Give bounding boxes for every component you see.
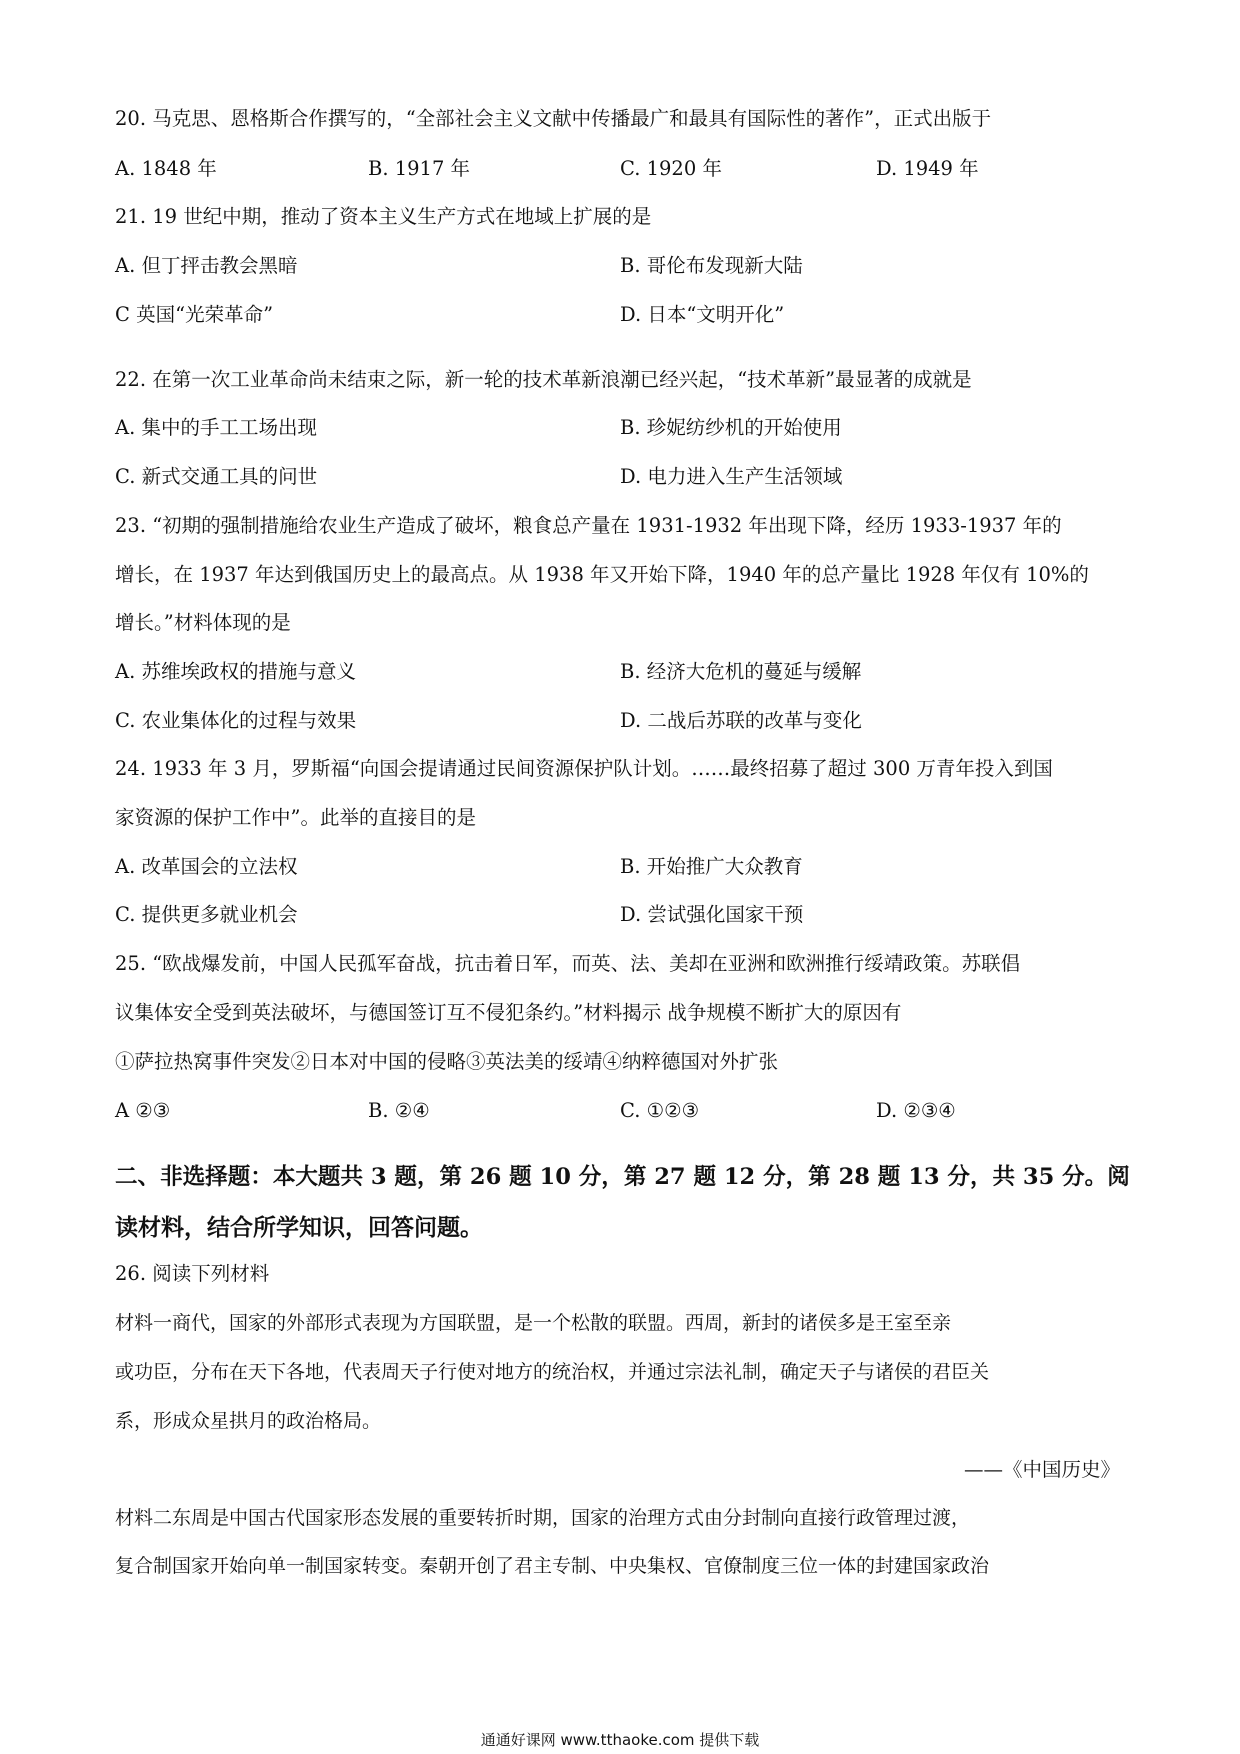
q23-option-b: B. 经济大危机的蔓延与缓解 [620, 660, 862, 683]
question-23-stem-line-3: 增长。”材料体现的是 [115, 611, 291, 634]
q25-option-a: A ②③ [115, 1099, 171, 1122]
q22-option-d: D. 电力进入生产生活领域 [620, 465, 843, 488]
q24-option-d: D. 尝试强化国家干预 [620, 903, 804, 926]
question-24-stem-line-2: 家资源的保护工作中”。此举的直接目的是 [115, 806, 476, 829]
question-25-stem-line-3: ①萨拉热窝事件突发②日本对中国的侵略③英法美的绥靖④纳粹德国对外扩张 [115, 1050, 779, 1073]
question-22-stem: 22. 在第一次工业革命尚未结束之际，新一轮的技术革新浪潮已经兴起，“技术革新”最显著的成就是 [115, 368, 972, 391]
q21-option-b: B. 哥伦布发现新大陆 [620, 254, 803, 277]
q25-option-b: B. ②④ [368, 1099, 430, 1122]
q24-option-b: B. 开始推广大众教育 [620, 855, 803, 878]
question-25-stem-line-1: 25. “欧战爆发前，中国人民孤军奋战，抗击着日军，而英、法、美却在亚洲和欧洲推行绥靖政策。苏联倡 [115, 952, 1021, 975]
question-21-stem: 21. 19 世纪中期，推动了资本主义生产方式在地域上扩展的是 [115, 205, 652, 228]
material-2-line-1: 材料二东周是中国古代国家形态发展的重要转折时期，国家的治理方式由分封制向直接行政管理过渡， [115, 1507, 971, 1529]
material-2-line-2: 复合制国家开始向单一制国家转变。秦朝开创了君主专制、中央集权、官僚制度三位一体的封建国家政治 [115, 1555, 990, 1577]
material-1-line-2: 或功臣，分布在天下各地，代表周天子行使对地方的统治权，并通过宗法礼制，确定天子与诸侯的君臣关 [115, 1361, 990, 1383]
section-2-heading-line-1: 二、非选择题：本大题共 3 题，第 26 题 10 分，第 27 题 12 分，第 28 题 13 分，共 35 分。阅 [115, 1164, 1130, 1190]
question-23-stem-line-2: 增长，在 1937 年达到俄国历史上的最高点。从 1938 年又开始下降，1940 年的总产量比 1928 年仅有 10%的 [115, 563, 1089, 586]
material-1-line-1: 材料一商代，国家的外部形式表现为方国联盟，是一个松散的联盟。西周，新封的诸侯多是王室至亲 [115, 1312, 952, 1334]
q20-option-d: D. 1949 年 [876, 157, 979, 180]
q24-option-c: C. 提供更多就业机会 [115, 903, 298, 926]
q20-option-b: B. 1917 年 [368, 157, 471, 180]
question-23-stem-line-1: 23. “初期的强制措施给农业生产造成了破坏，粮食总产量在 1931-1932 年出现下降，经历 1933-1937 年的 [115, 514, 1062, 537]
q22-option-c: C. 新式交通工具的问世 [115, 465, 318, 488]
q24-option-a: A. 改革国会的立法权 [115, 855, 298, 878]
question-20-stem: 20. 马克思、恩格斯合作撰写的，“全部社会主义文献中传播最广和最具有国际性的著作”，正式出版于 [115, 107, 992, 130]
q22-option-b: B. 珍妮纺纱机的开始使用 [620, 416, 842, 439]
question-25-stem-line-2: 议集体安全受到英法破坏，与德国签订互不侵犯条约。”材料揭示 战争规模不断扩大的原因有 [115, 1001, 902, 1024]
question-24-stem-line-1: 24. 1933 年 3 月，罗斯福“向国会提请通过民间资源保护队计划。……最终招募了超过 300 万青年投入到国 [115, 757, 1053, 780]
q21-option-d: D. 日本“文明开化” [620, 303, 785, 326]
q21-option-c: C 英国“光荣革命” [115, 303, 274, 326]
q20-option-a: A. 1848 年 [115, 157, 217, 180]
section-2-heading-line-2: 读材料，结合所学知识，回答问题。 [115, 1214, 483, 1241]
material-1-source: ——《中国历史》 [963, 1458, 1120, 1481]
footer-source: 通通好课网 www.tthaoke.com 提供下载 [480, 1731, 760, 1749]
q23-option-a: A. 苏维埃政权的措施与意义 [115, 660, 356, 683]
q25-option-c: C. ①②③ [620, 1099, 700, 1122]
q20-option-c: C. 1920 年 [620, 157, 722, 180]
q21-option-a: A. 但丁抨击教会黑暗 [115, 254, 298, 277]
q25-option-d: D. ②③④ [876, 1099, 956, 1122]
q22-option-a: A. 集中的手工工场出现 [115, 416, 317, 439]
q23-option-d: D. 二战后苏联的改革与变化 [620, 709, 862, 732]
q23-option-c: C. 农业集体化的过程与效果 [115, 709, 357, 732]
question-26-stem: 26. 阅读下列材料 [115, 1262, 270, 1285]
material-1-line-3: 系，形成众星拱月的政治格局。 [115, 1410, 382, 1432]
